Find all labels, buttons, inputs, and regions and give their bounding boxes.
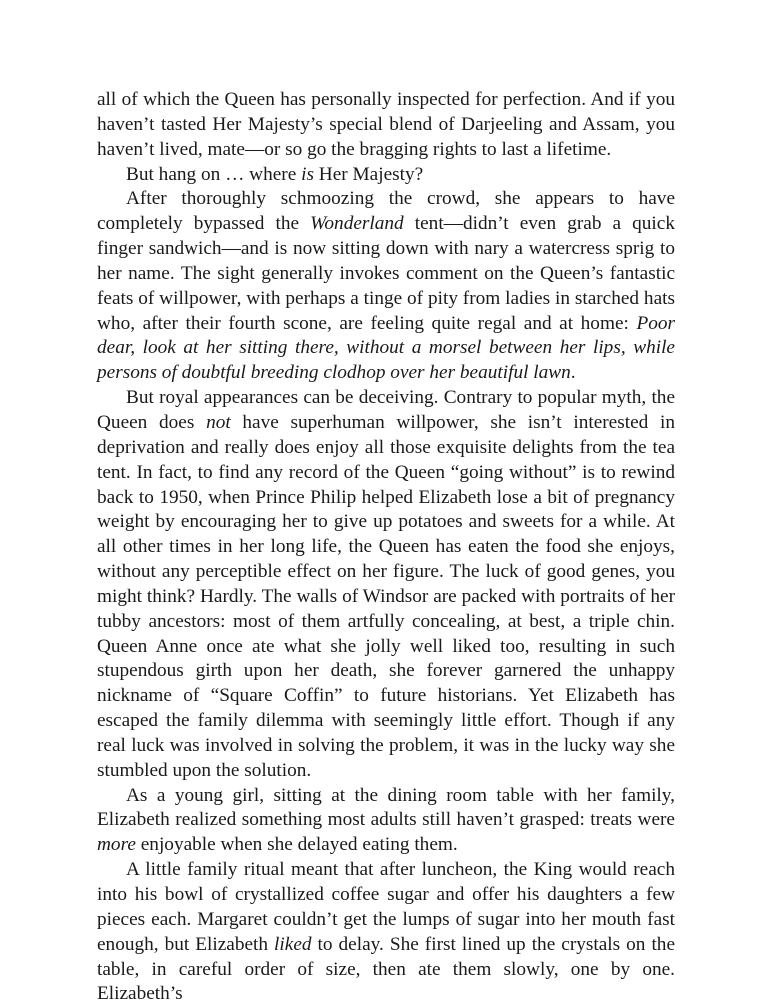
text-run: But hang on … where — [126, 163, 302, 185]
text-run: A little family ritual meant that after luncheon, the King would reach into his bowl of crystallized coffee sugar and offer his daughters a few pieces each. Margaret couldn’t get the lumps of sugar into her mouth fast enough, but Elizabeth — [97, 859, 675, 955]
italic-text: Wonderland — [310, 213, 404, 235]
paragraph — [97, 88, 675, 163]
paragraph — [97, 187, 675, 386]
text-run: But royal appearances can be deceiving. Contrary to popular myth, the Queen does — [97, 387, 675, 433]
text-run: As a young girl, sitting at the dining room table with her family, Elizabeth realized something most adults still haven’t grasped: treats were — [97, 784, 675, 831]
paragraph — [97, 858, 675, 1007]
text-run: all of which the Queen has personally inspected for perfection. And if you haven’t tasted Her Majesty’s special blend of Darjeeling and Assam, you haven’t lived, mate—or so go the bragging rights to last a lifetime. — [97, 89, 675, 160]
paragraph — [97, 784, 675, 859]
text-run: Her Majesty? — [313, 163, 424, 185]
italic-text: is — [301, 163, 314, 185]
text-run: to delay. She first lined up the crystals on the table, in careful order of size, then ate them slowly, one by one. Elizabeth’s — [97, 933, 675, 1005]
italic-text: not — [206, 411, 231, 433]
text-run: have superhuman willpower, she isn’t interested in deprivation and really does enjoy all those exquisite delights from the tea tent. In fact, to find any record of the Queen “going without” is to rewind back to 1950, when Prince Philip helped Elizabeth lose a bit of pregnancy weight by encouraging her to give up potatoes and sweets for a while. At all other times in her long life, the Queen has eaten the food she enjoys, without any perceptible effect on her figure. The luck of good genes, you might think? Hardly. The walls of Windsor are packed with portraits of her tubby ancestors: most of them artfully concealing, at best, a triple chin. Queen Anne once ate what she jolly well liked too, resulting in such stupendous girth upon her death, she forever garnered the unhappy nickname of “Square Coffin” to future historians. Yet Elizabeth has escaped the family dilemma with seemingly little effort. Though if any real luck was involved in solving the problem, it was in the lucky way she stumbled upon the solution. — [97, 411, 675, 781]
italic-text: liked — [274, 933, 312, 955]
text-run: . — [570, 362, 576, 384]
italic-text: Poor dear, look at her sitting there, without a morsel between her lips, while persons of doubtful breeding clodhop over her beautiful lawn — [97, 312, 675, 384]
text-run: After thoroughly schmoozing the crowd, she appears to have completely bypassed the — [97, 188, 675, 235]
paragraph — [97, 163, 675, 188]
page-body-text — [97, 88, 675, 1007]
paragraph — [97, 386, 675, 784]
italic-text: more — [97, 834, 136, 856]
text-run: tent—didn’t even grab a quick finger sandwich—and is now sitting down with nary a watercress sprig to her name. The sight generally invokes comment on the Queen’s fantastic feats of willpower, with perhaps a tinge of pity from ladies in starched hats who, after their fourth scone, are feeling quite regal and at home: — [97, 213, 675, 334]
text-run: enjoyable when she delayed eating them. — [135, 834, 458, 856]
